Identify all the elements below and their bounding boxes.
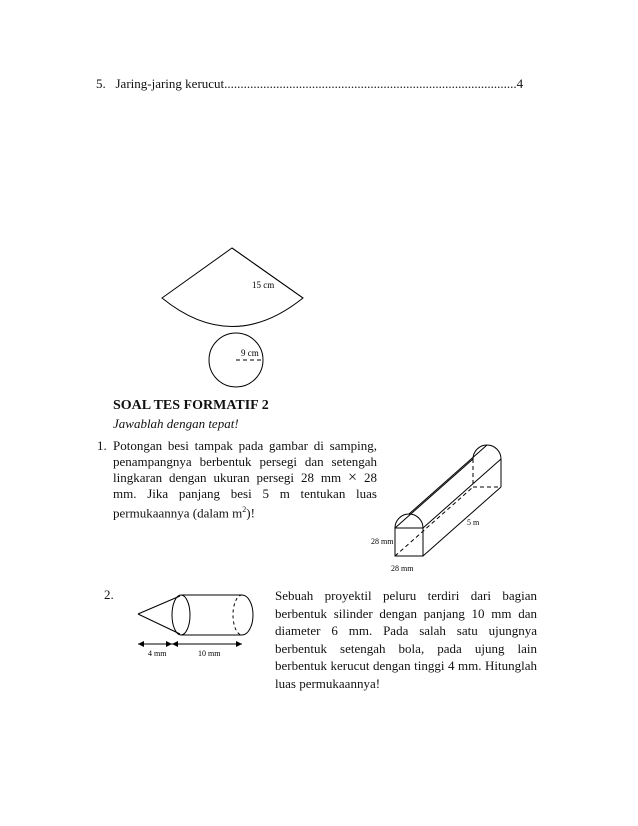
toc-number: 5. — [96, 76, 106, 91]
cone-arrow-left — [138, 641, 144, 647]
width-label: 28 mm — [391, 564, 414, 573]
cone-bottom-line — [138, 614, 180, 634]
cone-arrow-right — [166, 641, 172, 647]
toc-page: 4 — [516, 76, 524, 91]
radius-label: 9 cm — [241, 348, 259, 358]
superscript-2: 2 — [242, 505, 247, 514]
times-symbol: × — [348, 469, 358, 486]
cylinder-right-ellipse-hidden — [233, 595, 242, 635]
question1-text — [113, 438, 377, 521]
cylinder-arrow-right — [236, 641, 242, 647]
projectile-figure — [130, 588, 270, 666]
hemisphere — [242, 595, 253, 635]
toc-dots: .......................................................................................... — [224, 76, 517, 91]
question2-number: 2. — [104, 587, 114, 602]
sector-radius-line — [232, 248, 303, 298]
back-semicircle — [473, 445, 501, 459]
toc-title: Jaring-jaring kerucut — [115, 76, 225, 91]
question1-text-end: )! — [246, 505, 255, 521]
slant-height-label: 15 cm — [252, 280, 275, 290]
front-square — [395, 528, 423, 556]
height-label: 28 mm — [371, 537, 394, 546]
cylinder-arrow-left — [172, 641, 178, 647]
cone-sector — [162, 248, 303, 327]
top-arc-edge — [409, 445, 487, 514]
question1-text-part1: Potongan besi tampak pada gambar di samping, penampangnya berbentuk persegi dan setengah lingkaran dengan ukuran persegi 28 mm — [113, 438, 377, 485]
length-label: 5 m — [467, 518, 480, 527]
cone-top-line — [138, 596, 180, 614]
question1-number: 1. — [97, 438, 107, 453]
cone-length-label: 4 mm — [148, 649, 167, 658]
cylinder-length-label: 10 mm — [198, 649, 221, 658]
section-heading: SOAL TES FORMATIF 2 — [113, 398, 269, 413]
iron-bar-figure — [365, 432, 515, 582]
cylinder-left-ellipse — [172, 595, 190, 635]
section-instruction: Jawablah dengan tepat! — [113, 416, 239, 431]
question2-text: Sebuah proyektil peluru terdiri dari bagian berbentuk silinder dengan panjang 10 mm dan diameter 6 mm. Pada salah satu ujungnya berbentuk setengah bola, pada ujung lain berbentuk kerucut dengan tinggi 4 mm. Hitunglah luas permukaannya! — [275, 588, 537, 691]
cone-net-figure — [150, 240, 320, 390]
toc-entry — [96, 76, 523, 92]
question1-text-part2: 28 mm. Jika panjang besi 5 m tentukan luas permukaannya (dalam m — [113, 470, 378, 521]
